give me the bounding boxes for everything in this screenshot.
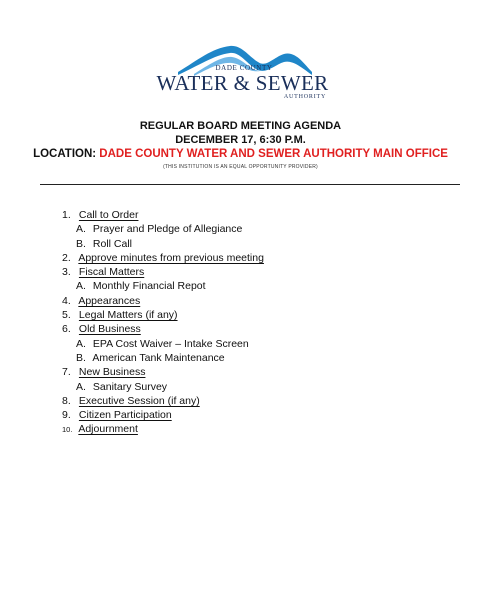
item-title: Approve minutes from previous meeting xyxy=(78,251,264,264)
item-title: Executive Session (if any) xyxy=(78,394,200,407)
agenda-item xyxy=(62,408,392,422)
meeting-date: DECEMBER 17, 6:30 P.M. xyxy=(175,134,306,146)
item-number: 5. xyxy=(62,309,71,322)
location-value: DADE COUNTY WATER AND SEWER AUTHORITY MAIN OFFICE xyxy=(99,148,448,160)
subitem-title: American Tank Maintenance xyxy=(92,351,225,364)
agenda-item xyxy=(62,365,392,379)
agenda-item xyxy=(62,265,392,279)
item-title: Adjournment xyxy=(78,423,138,436)
subitem-title: EPA Cost Waiver – Intake Screen xyxy=(92,337,249,350)
item-title: New Business xyxy=(78,366,146,379)
item-number: 8. xyxy=(62,394,71,407)
water-sewer-authority-logo xyxy=(150,42,335,108)
agenda-subitem xyxy=(62,237,392,251)
agenda-title: REGULAR BOARD MEETING AGENDA xyxy=(139,120,342,132)
item-title: Appearances xyxy=(78,294,141,307)
item-title: Fiscal Matters xyxy=(78,266,145,279)
logo-dade-county-text: DADE COUNTY xyxy=(215,64,273,72)
subitem-title: Roll Call xyxy=(92,237,133,250)
item-number: 6. xyxy=(62,323,71,336)
agenda-item xyxy=(62,394,392,408)
agenda-item xyxy=(62,322,392,336)
subitem-letter: B. xyxy=(76,237,86,250)
location-label: LOCATION: xyxy=(33,148,97,160)
agenda-subitem xyxy=(62,222,392,236)
subitem-title: Prayer and Pledge of Allegiance xyxy=(92,223,243,236)
agenda-item xyxy=(62,208,392,222)
item-number: 4. xyxy=(62,294,71,307)
agenda-list xyxy=(62,208,392,437)
item-number: 9. xyxy=(62,409,71,422)
subitem-letter: A. xyxy=(76,380,86,393)
agenda-item xyxy=(62,308,392,322)
subitem-letter: B. xyxy=(76,351,86,364)
item-title: Citizen Participation xyxy=(78,409,172,422)
item-title: Call to Order xyxy=(78,209,139,221)
item-number: 1. xyxy=(62,209,71,221)
subitem-title: Sanitary Survey xyxy=(92,380,168,393)
logo-authority-text: AUTHORITY xyxy=(283,94,327,100)
agenda-item xyxy=(62,294,392,308)
subitem-letter: A. xyxy=(76,280,86,293)
subitem-letter: A. xyxy=(76,337,86,350)
agenda-subitem xyxy=(62,380,392,394)
logo-water-sewer-text: WATER & SEWER xyxy=(156,71,329,95)
agenda-item xyxy=(62,251,392,265)
item-title: Old Business xyxy=(78,323,141,336)
divider xyxy=(40,184,460,185)
agenda-subitem xyxy=(62,279,392,293)
item-number: 2. xyxy=(62,251,71,264)
item-number: 7. xyxy=(62,366,71,379)
meeting-location xyxy=(0,148,481,160)
item-number: 10. xyxy=(62,425,73,435)
agenda-item xyxy=(62,422,392,436)
agenda-subitem xyxy=(62,337,392,351)
subitem-letter: A. xyxy=(76,223,86,236)
agenda-subitem xyxy=(62,351,392,365)
equal-opportunity-disclaimer: (THIS INSTITUTION IS AN EQUAL OPPORTUNITY PROVIDER) xyxy=(163,164,318,170)
item-title: Legal Matters (if any) xyxy=(78,309,178,322)
item-number: 3. xyxy=(62,266,71,279)
subitem-title: Monthly Financial Repot xyxy=(92,280,206,293)
